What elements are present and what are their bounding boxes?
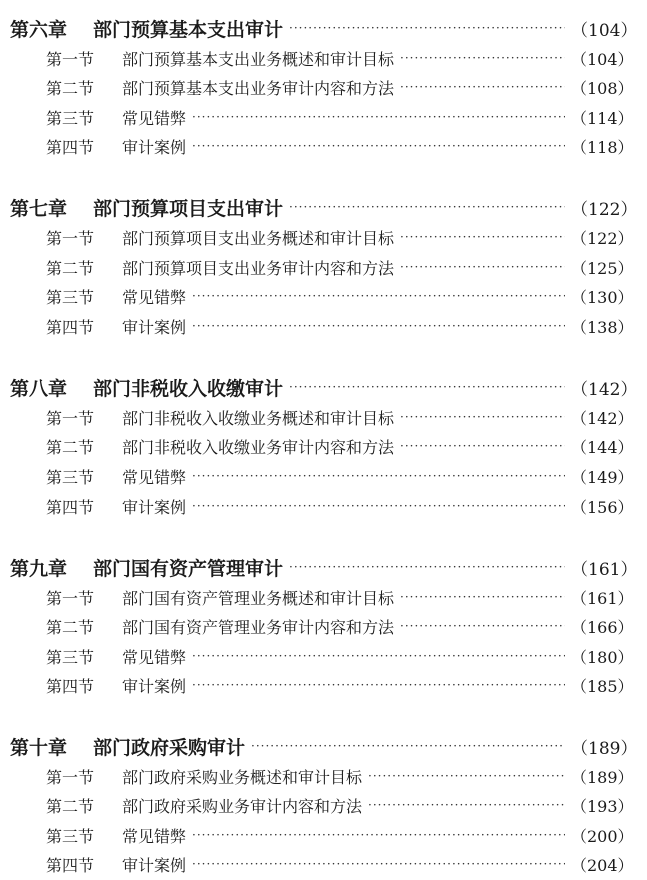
dot-leader: [192, 140, 565, 152]
section-entry[interactable]: [46, 404, 633, 430]
section-entry[interactable]: [46, 433, 633, 459]
page-number: （161）: [571, 588, 634, 608]
section-number: 第四节: [46, 317, 95, 337]
section-entry[interactable]: [46, 133, 633, 159]
chapter-title: 部门预算项目支出审计: [93, 197, 284, 220]
dot-leader: [400, 411, 565, 423]
section-title: 常见错弊: [122, 826, 187, 846]
section-number: 第三节: [46, 467, 95, 487]
section-number: 第四节: [46, 137, 95, 157]
section-number: 第二节: [46, 617, 95, 637]
section-title: 审计案例: [122, 855, 187, 875]
dot-leader: [400, 591, 565, 603]
dot-leader: [192, 290, 565, 302]
chapter-title: 部门政府采购审计: [93, 736, 246, 759]
section-title: 常见错弊: [122, 108, 187, 128]
page-number: （161）: [571, 559, 638, 580]
section-number: 第一节: [46, 49, 95, 69]
page-number: （180）: [571, 647, 634, 667]
section-entry[interactable]: [46, 763, 633, 789]
chapter-title: 部门国有资产管理审计: [93, 557, 284, 580]
dot-leader: [289, 381, 565, 393]
section-title: 常见错弊: [122, 287, 187, 307]
section-number: 第三节: [46, 647, 95, 667]
section-entry[interactable]: [46, 822, 633, 848]
section-number: 第四节: [46, 676, 95, 696]
section-number: 第四节: [46, 497, 95, 517]
dot-leader: [368, 799, 565, 811]
page-number: （108）: [571, 78, 634, 98]
page-number: （200）: [571, 826, 634, 846]
dot-leader: [192, 320, 565, 332]
dot-leader: [400, 261, 565, 273]
page-number: （104）: [571, 49, 634, 69]
dot-leader: [192, 858, 565, 870]
page-number: （189）: [571, 738, 638, 759]
section-title: 部门非税收入收缴业务概述和审计目标: [122, 408, 395, 428]
section-number: 第一节: [46, 767, 95, 787]
section-title: 审计案例: [122, 137, 187, 157]
section-title: 常见错弊: [122, 467, 187, 487]
section-title: 审计案例: [122, 317, 187, 337]
dot-leader: [289, 561, 565, 573]
section-title: 部门政府采购业务审计内容和方法: [122, 796, 363, 816]
page-number: （193）: [571, 796, 634, 816]
page-number: （156）: [571, 497, 634, 517]
chapter-heading[interactable]: [10, 15, 638, 41]
section-entry[interactable]: [46, 254, 633, 280]
page-number: （144）: [571, 437, 634, 457]
section-entry[interactable]: [46, 45, 633, 71]
section-number: 第二节: [46, 78, 95, 98]
dot-leader: [192, 111, 565, 123]
section-entry[interactable]: [46, 613, 633, 639]
page-number: （122）: [571, 228, 634, 248]
section-number: 第三节: [46, 287, 95, 307]
dot-leader: [289, 201, 565, 213]
section-entry[interactable]: [46, 74, 633, 100]
chapter-heading[interactable]: [10, 554, 638, 580]
chapter-title: 部门预算基本支出审计: [93, 18, 284, 41]
section-entry[interactable]: [46, 224, 633, 250]
dot-leader: [192, 829, 565, 841]
section-title: 部门国有资产管理业务概述和审计目标: [122, 588, 395, 608]
dot-leader: [289, 22, 565, 34]
section-number: 第四节: [46, 855, 95, 875]
chapter-number: 第十章: [10, 736, 68, 759]
section-number: 第二节: [46, 258, 95, 278]
page-number: （142）: [571, 379, 638, 400]
section-title: 审计案例: [122, 497, 187, 517]
page-number: （138）: [571, 317, 634, 337]
page-number: （114）: [571, 108, 634, 128]
section-number: 第二节: [46, 437, 95, 457]
dot-leader: [192, 500, 565, 512]
section-entry[interactable]: [46, 313, 633, 339]
section-entry[interactable]: [46, 104, 633, 130]
section-number: 第一节: [46, 408, 95, 428]
section-entry[interactable]: [46, 584, 633, 610]
section-title: 部门政府采购业务概述和审计目标: [122, 767, 363, 787]
chapter-heading[interactable]: [10, 733, 638, 759]
page-number: （204）: [571, 855, 634, 875]
dot-leader: [192, 650, 565, 662]
section-title: 常见错弊: [122, 647, 187, 667]
page-number: （189）: [571, 767, 634, 787]
dot-leader: [192, 679, 565, 691]
dot-leader: [368, 770, 565, 782]
dot-leader: [400, 231, 565, 243]
page-number: （142）: [571, 408, 634, 428]
section-title: 部门国有资产管理业务审计内容和方法: [122, 617, 395, 637]
section-number: 第三节: [46, 108, 95, 128]
chapter-number: 第六章: [10, 18, 68, 41]
section-number: 第二节: [46, 796, 95, 816]
section-title: 部门非税收入收缴业务审计内容和方法: [122, 437, 395, 457]
chapter-number: 第八章: [10, 377, 68, 400]
chapter-heading[interactable]: [10, 374, 638, 400]
page-number: （122）: [571, 199, 638, 220]
dot-leader: [251, 740, 565, 752]
page-number: （185）: [571, 676, 634, 696]
section-title: 部门预算项目支出业务概述和审计目标: [122, 228, 395, 248]
section-number: 第一节: [46, 228, 95, 248]
page-number: （149）: [571, 467, 634, 487]
page-number: （104）: [571, 20, 638, 41]
section-entry[interactable]: [46, 672, 633, 698]
section-entry[interactable]: [46, 283, 633, 309]
section-title: 部门预算基本支出业务概述和审计目标: [122, 49, 395, 69]
chapter-title: 部门非税收入收缴审计: [93, 377, 284, 400]
dot-leader: [400, 620, 565, 632]
page-number: （166）: [571, 617, 634, 637]
section-entry[interactable]: [46, 493, 633, 519]
chapter-heading[interactable]: [10, 194, 638, 220]
dot-leader: [400, 440, 565, 452]
dot-leader: [400, 81, 565, 93]
section-number: 第一节: [46, 588, 95, 608]
dot-leader: [192, 470, 565, 482]
chapter-number: 第七章: [10, 197, 68, 220]
section-title: 部门预算基本支出业务审计内容和方法: [122, 78, 395, 98]
section-number: 第三节: [46, 826, 95, 846]
chapter-number: 第九章: [10, 557, 68, 580]
section-entry[interactable]: [46, 643, 633, 669]
dot-leader: [400, 52, 565, 64]
page-number: （125）: [571, 258, 634, 278]
section-entry[interactable]: [46, 851, 633, 877]
section-title: 审计案例: [122, 676, 187, 696]
page-number: （130）: [571, 287, 634, 307]
section-entry[interactable]: [46, 463, 633, 489]
page-number: （118）: [571, 137, 634, 157]
section-entry[interactable]: [46, 792, 633, 818]
section-title: 部门预算项目支出业务审计内容和方法: [122, 258, 395, 278]
